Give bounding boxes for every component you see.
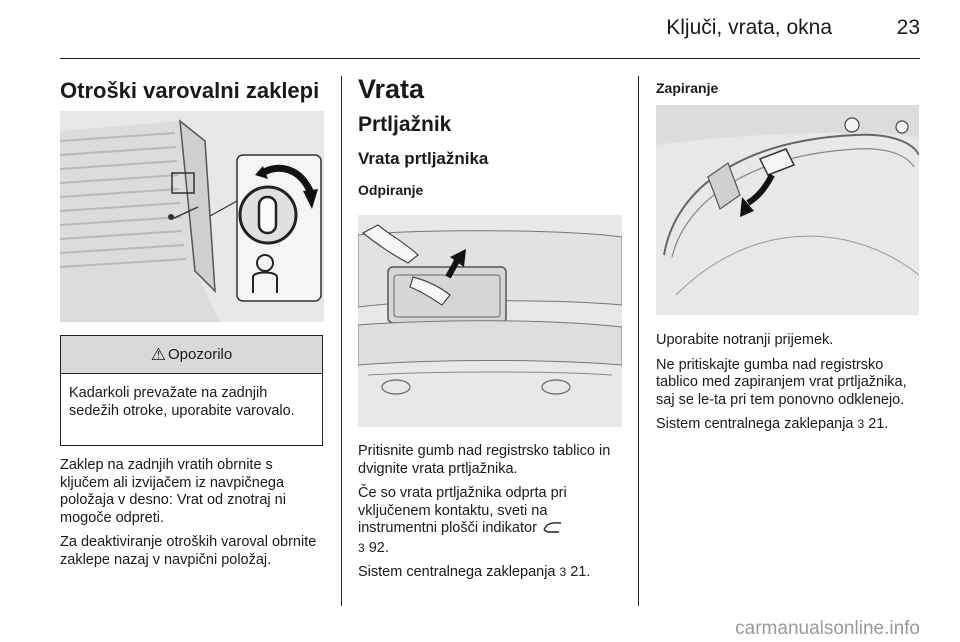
warning-box [60, 335, 323, 446]
warning-title: Opozorilo [168, 346, 233, 363]
left-paragraph-1: Zaklep na zadnjih vratih obrnite s ključem ali izvijačem iz navpičnega položaja v desno: Vrat od znotraj ni mogoče odpreti. [60, 457, 286, 526]
column-divider-left [341, 76, 342, 606]
middle-headings [358, 74, 623, 198]
middle-paragraph-2 [358, 485, 624, 557]
middle-paragraph-3 [358, 564, 624, 582]
page-number: 23 [896, 16, 920, 39]
tailgate-closing-illustration [656, 105, 919, 315]
left-paragraph-2: Za deaktiviranje otroških varoval obrnite zaklepe nazaj v navpični položaj. [60, 534, 317, 568]
tailgate-opening-illustration [358, 215, 622, 427]
left-heading-wrap [60, 78, 325, 104]
tailgate-opening-drawing [358, 215, 622, 427]
right-body [656, 332, 922, 441]
column-divider-right [638, 76, 639, 606]
heading-opening: Odpiranje [358, 182, 424, 198]
reference-page[interactable]: 21. [570, 564, 591, 580]
child-lock-drawing [60, 111, 324, 322]
middle-paragraph-2-text: Če so vrata prtljažnika odprta pri vključenem kontaktu, sveti na instrumentni plošči indikator [358, 485, 567, 536]
right-paragraph-1: Uporabite notranji prijemek. [656, 332, 834, 348]
warning-text: Kadarkoli prevažate na zadnjih sedežih otroke, uporabite varovalo. [69, 385, 295, 419]
right-paragraph-3-text: Sistem centralnega zaklepanja [656, 416, 854, 432]
running-header-title: Ključi, vrata, okna [666, 16, 832, 39]
right-paragraph-2: Ne pritiskajte gumba nad registrsko tablico med zapiranjem vrat prtljažnika, saj se le-ta pri tem ponovno odklenejo. [656, 356, 907, 408]
reference-arrow-icon: 3 [559, 565, 567, 579]
right-paragraph-3 [656, 416, 922, 434]
warning-header [61, 336, 322, 374]
section-heading-child-locks: Otroški varovalni zaklepi [60, 78, 320, 103]
tailgate-closing-drawing [656, 105, 919, 315]
left-body [60, 457, 325, 576]
watermark: carmanualsonline.info [735, 618, 920, 639]
subsection-heading-tailgate: Vrata prtljažnika [358, 149, 489, 168]
header-rule [60, 58, 920, 59]
reference-arrow-icon: 3 [857, 417, 865, 431]
section-heading-trunk: Prtljažnik [358, 113, 452, 136]
middle-paragraph-3-text: Sistem centralnega zaklepanja [358, 564, 556, 580]
right-heading-wrap [656, 80, 920, 96]
reference-page[interactable]: 92. [368, 539, 389, 556]
warning-triangle-icon: ⚠ [150, 344, 167, 364]
middle-body [358, 443, 624, 589]
reference-page[interactable]: 21. [868, 416, 889, 432]
chapter-heading-doors: Vrata [358, 74, 425, 104]
middle-paragraph-1: Pritisnite gumb nad registrsko tablico in dvignite vrata prtljažnika. [358, 443, 611, 477]
reference-arrow-icon: 3 [358, 540, 365, 555]
child-lock-illustration [60, 111, 324, 322]
tailgate-open-indicator-icon [541, 520, 563, 540]
heading-closing: Zapiranje [656, 80, 719, 96]
